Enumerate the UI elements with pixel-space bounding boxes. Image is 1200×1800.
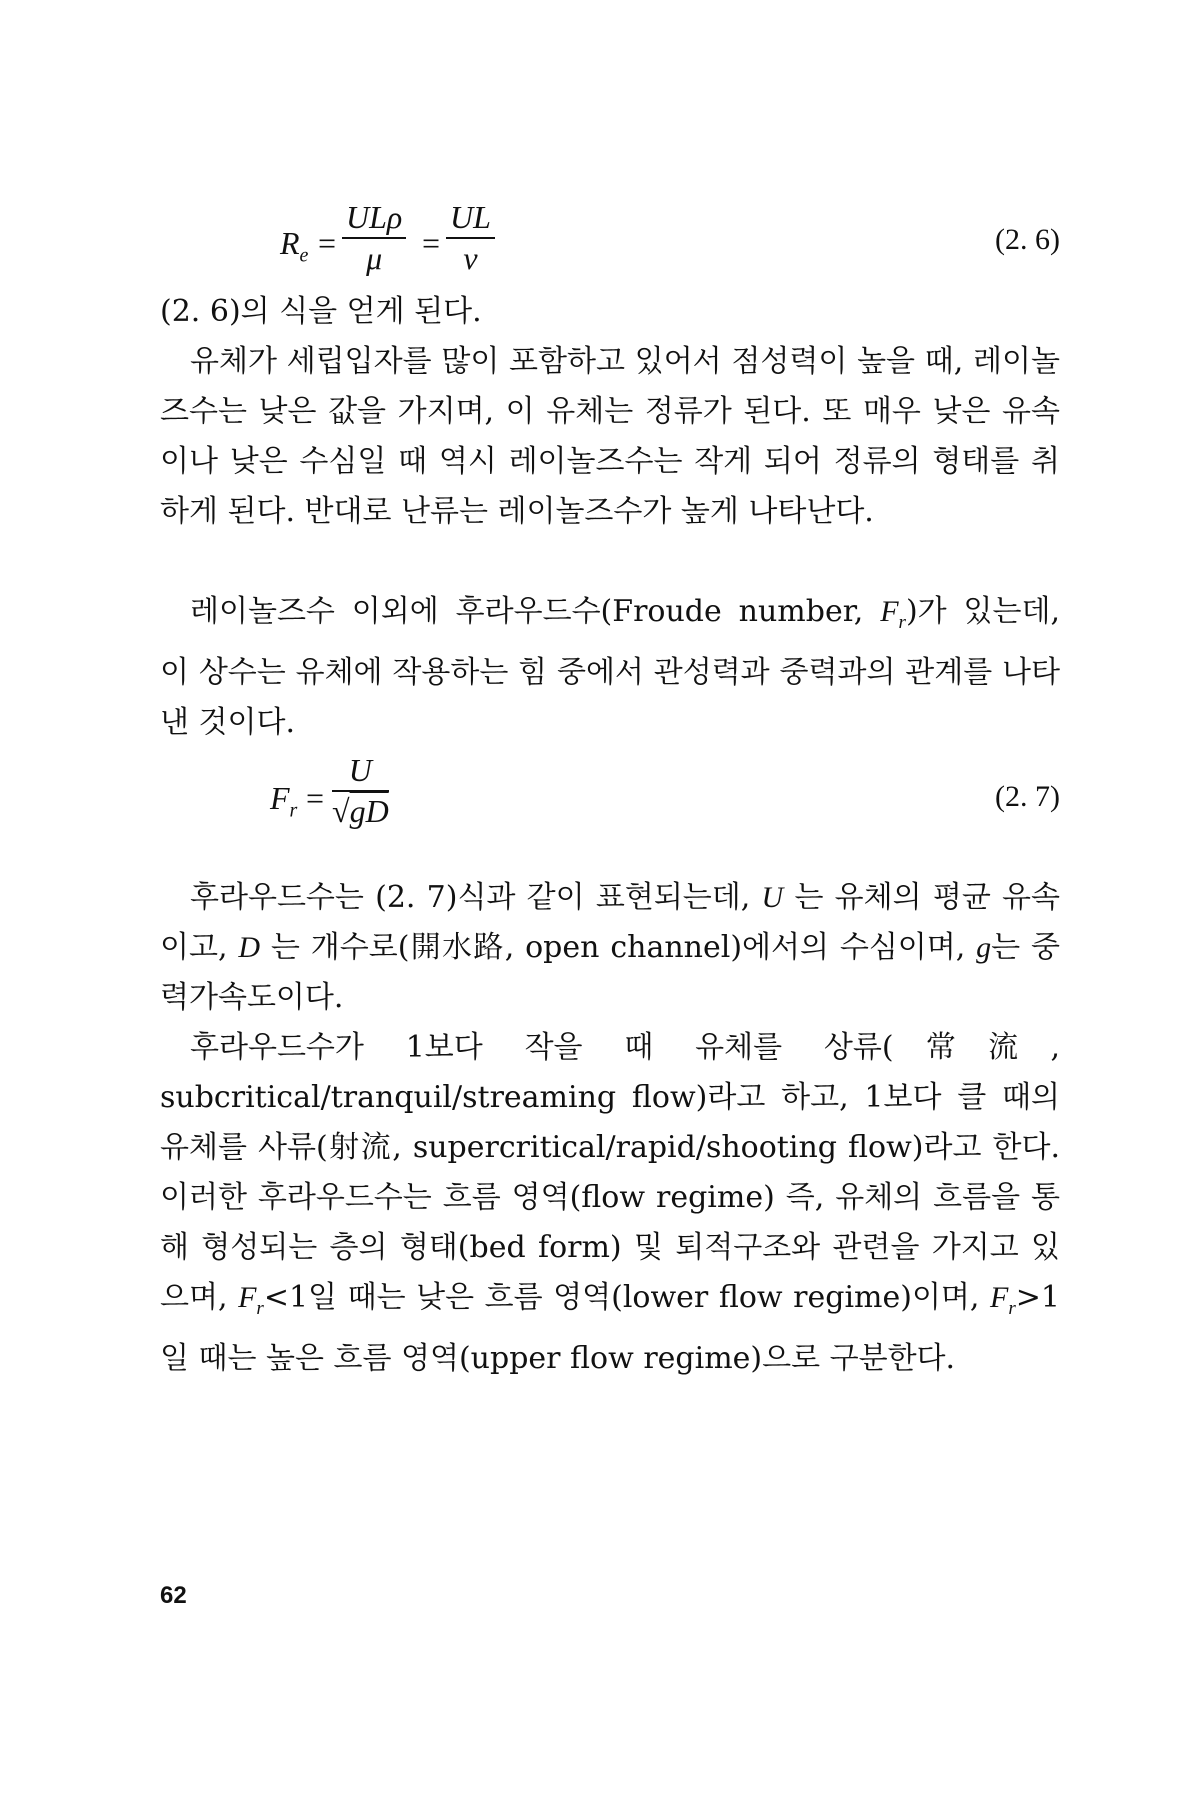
paragraph-froude-intro: 레이놀즈수 이외에 후라우드수(Froude number, $F_r$)가 있는데, 이 상수는 유체에 작용하는 힘 중에서 관성력과 중력과의 관계를 나타낸 것이다. — [160, 594, 1061, 740]
fraction-ul-rho-over-mu: ULρ μ — [342, 199, 406, 277]
equation-number: (2. 7) — [995, 780, 1060, 813]
equation-2-7 — [160, 742, 1060, 862]
equation-lhs: $F_r$ — [270, 780, 298, 822]
equals-sign: = — [318, 225, 337, 261]
page-number: 62 — [160, 1582, 187, 1609]
equation-lhs: $R_e$ — [280, 225, 309, 267]
equals-sign: = — [306, 780, 325, 816]
fraction-u-over-sqrt-gd: $\frac{U}{√gD}$ — [332, 752, 389, 829]
paragraph-equation-result: (2. 6)의 식을 얻게 된다. — [160, 294, 482, 329]
equals-sign: = — [422, 225, 441, 261]
paragraph-froude-definition: 후라우드수는 (2. 7)식과 같이 표현되는데, U 는 유체의 평균 유속이고, D 는 개수로(開水路, open channel)에서의 수심이며, g는 중력가속도이다. — [160, 880, 1061, 1015]
paragraph-reynolds-viscosity: 유체가 세립입자를 많이 포함하고 있어서 점성력이 높을 때, 레이놀즈수는 낮은 값을 가지며, 이 유체는 정류가 된다. 또 매우 낮은 유속이나 낮은 수심일 때 역시 레이놀즈수는 작게 되어 정류의 형태를 취하게 된다. 반대로 난류는 레이놀즈수가 높게 나타난다. — [160, 344, 1060, 529]
equation-number: (2. 6) — [995, 223, 1060, 256]
fraction-ul-over-nu: $\frac{UL}{\nu}$ — [446, 199, 495, 277]
paragraph-flow-regime: 후라우드수가 1보다 작을 때 유체를 상류(常流, subcritical/tranquil/streaming flow)라고 하고, 1보다 클 때의 유체를 사류(射流, supercritical/rapid/shooting flow)라고 한다. 이러한 후라우드수는 흐름 영역(flow regime) 즉, 유체의 흐름을 통해 형성되는 층의 형태(bed form) 및 퇴적구조와 관련을 가지고 있으며, $F_r<1$일 때는 낮은 흐름 영역(lower flow regime)이며, $F_r>1$ 일 때는 높은 흐름 영역(upper flow regime)으로 구분한다. — [160, 1030, 1060, 1376]
